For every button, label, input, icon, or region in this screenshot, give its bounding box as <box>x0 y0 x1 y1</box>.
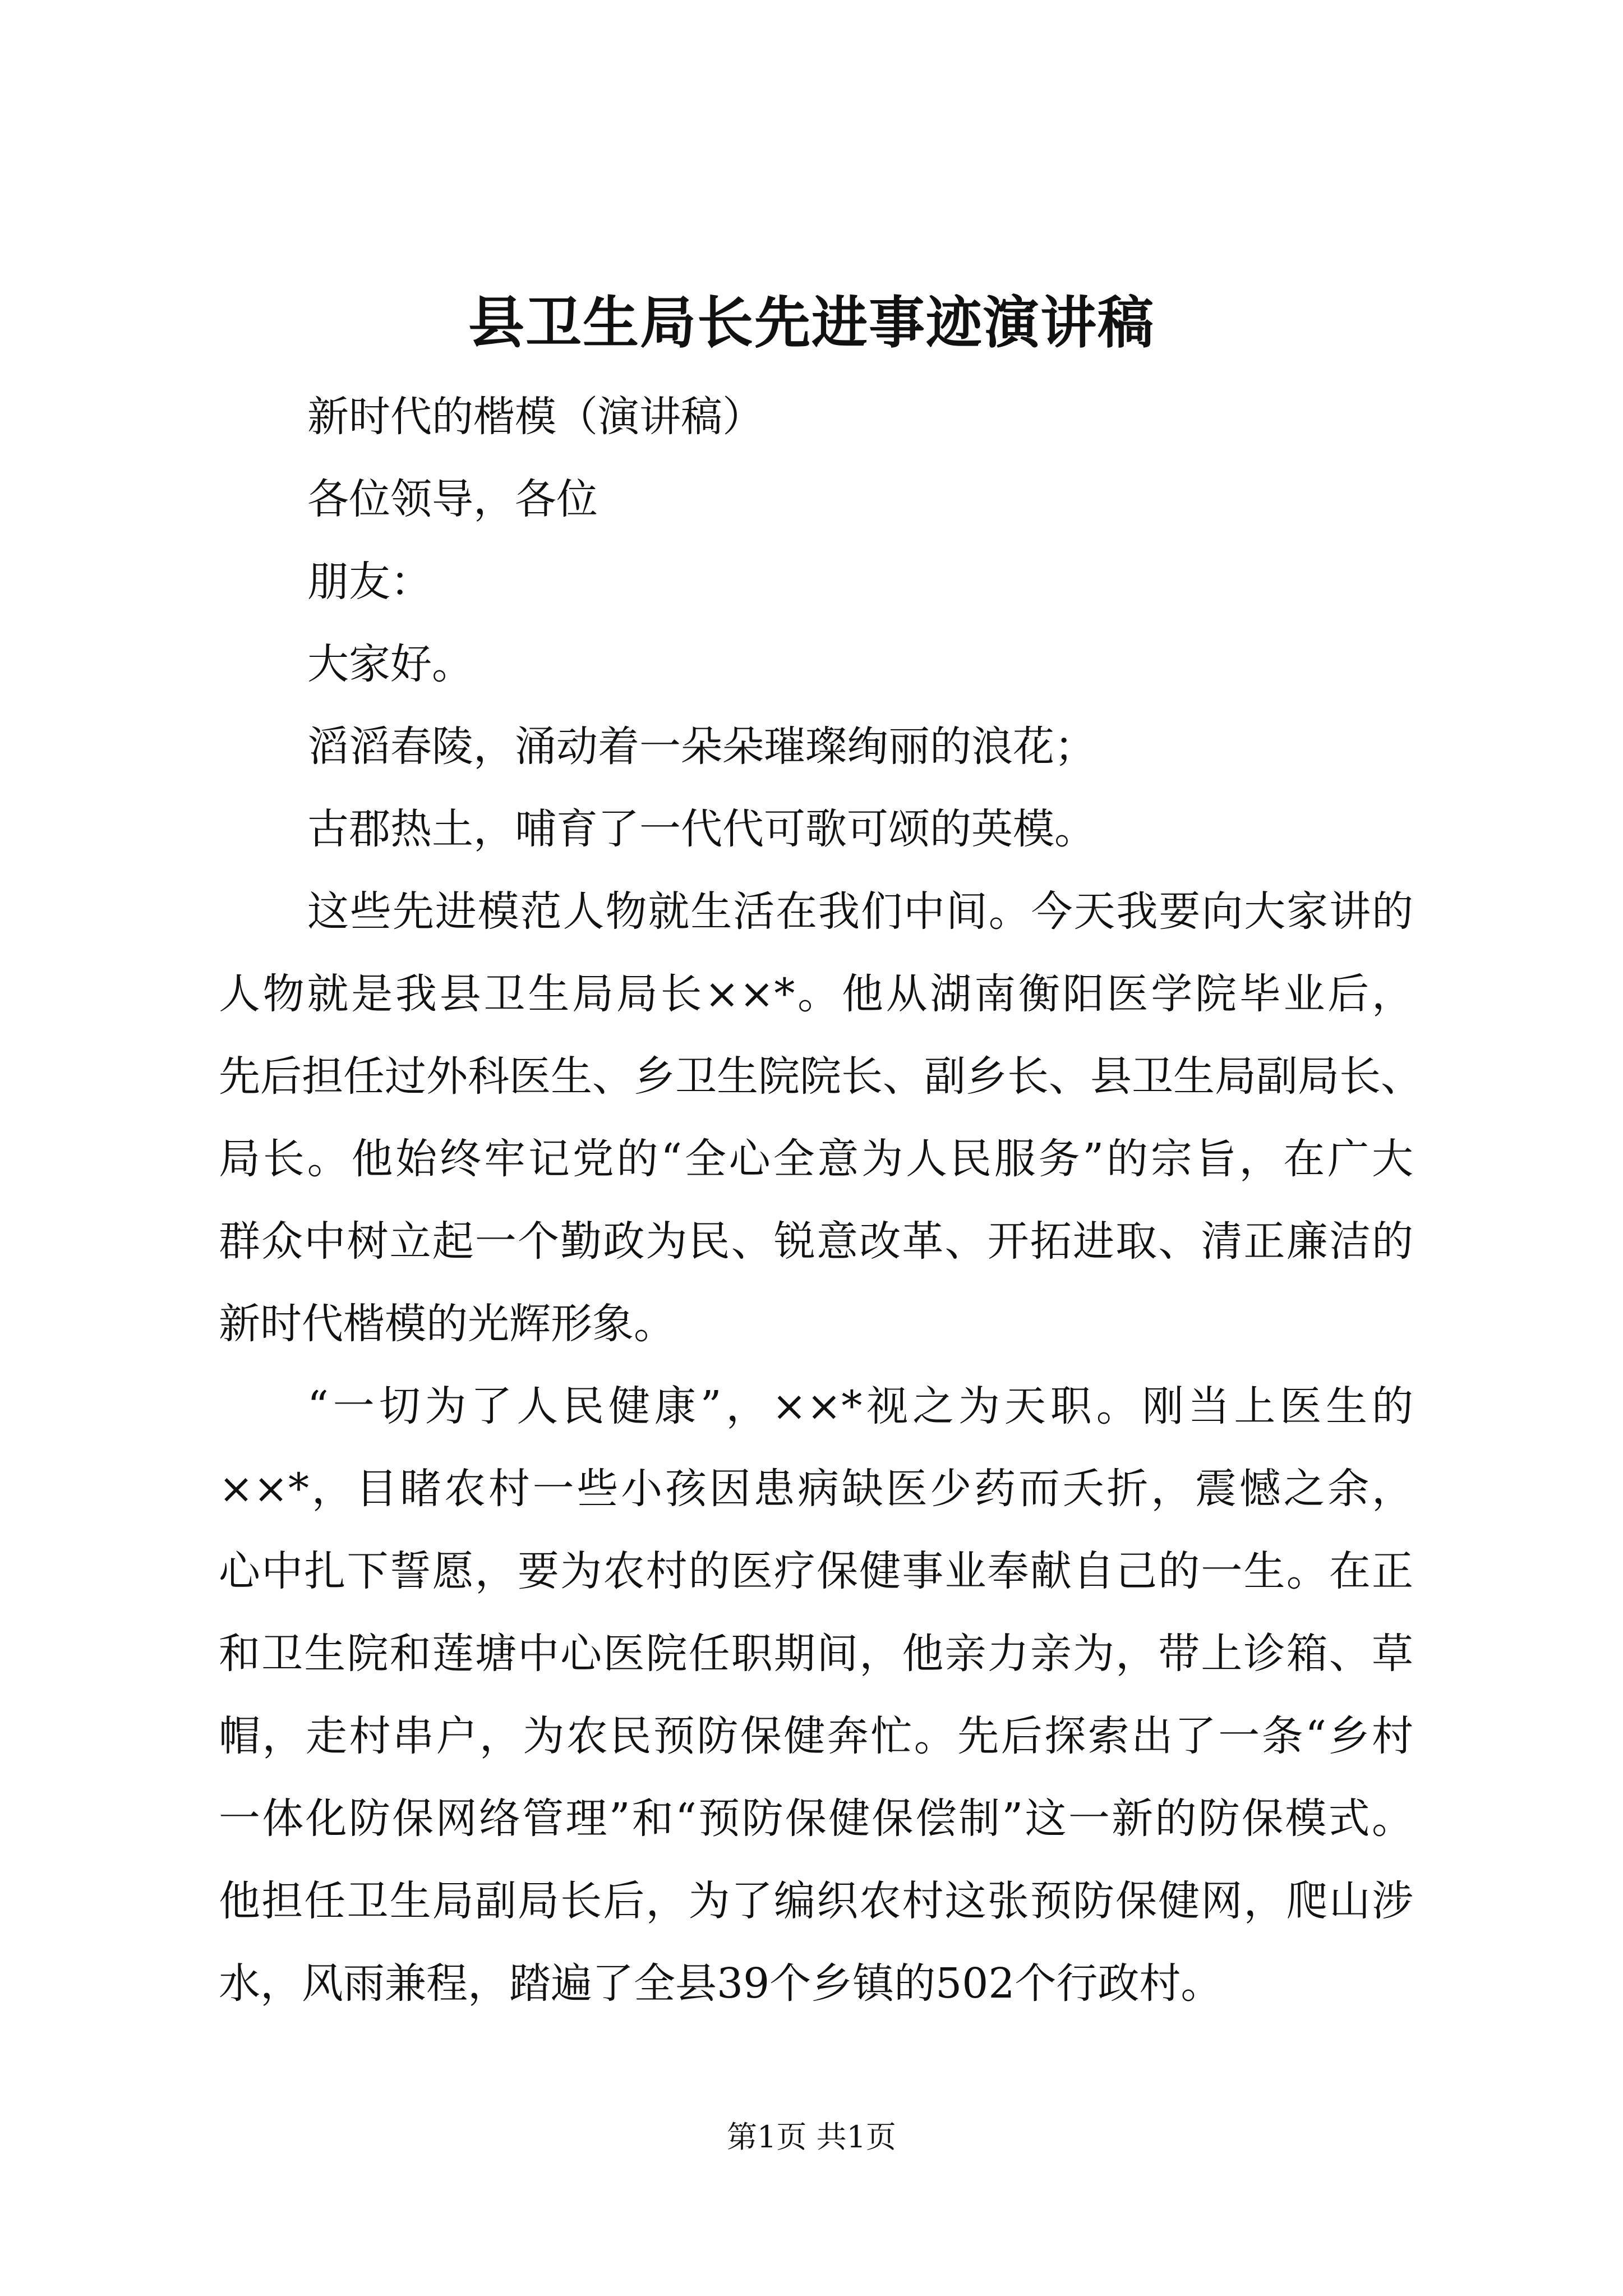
paragraph-line: 这些先进模范人物就生活在我们中间。今天我要向大家讲的 <box>307 887 1413 936</box>
paragraph-line: ××*，目睹农村一些小孩因患病缺医少药而夭折，震憾之余， <box>219 1465 1413 1513</box>
paragraph-line: 局长。他始终牢记党的“全心全意为人民服务”的宗旨，在广大 <box>219 1135 1413 1183</box>
paragraph-line: “一切为了人民健康”，××*视之为天职。刚当上医生的 <box>307 1382 1413 1430</box>
greeting-line: 朋友： <box>307 558 432 606</box>
paragraph-line: 和卫生院和莲塘中心医院任职期间，他亲力亲为，带上诊箱、草 <box>219 1630 1413 1678</box>
intro-line: 古郡热土，哺育了一代代可歌可颂的英模。 <box>307 805 1096 853</box>
paragraph-line: 帽，走村串户，为农民预防保健奔忙。先后探索出了一条“乡村 <box>219 1712 1413 1760</box>
paragraph-line: 人物就是我县卫生局局长××*。他从湖南衡阳医学院毕业后， <box>219 970 1413 1018</box>
paragraph-line: 他担任卫生局副局长后，为了编织农村这张预防保健网，爬山涉 <box>219 1877 1413 1925</box>
document-title: 县卫生局长先进事迹演讲稿 <box>468 289 1155 356</box>
paragraph-line: 群众中树立起一个勤政为民、锐意改革、开拓进取、清正廉洁的 <box>219 1217 1413 1266</box>
paragraph-line: 新时代楷模的光辉形象。 <box>219 1300 675 1348</box>
paragraph-line: 一体化防保网络管理”和“预防保健保偿制”这一新的防保模式。 <box>219 1795 1413 1843</box>
page-footer: 第1页 共1页 <box>727 2119 896 2155</box>
intro-line: 滔滔春陵，涌动着一朵朵璀璨绚丽的浪花； <box>307 723 1096 771</box>
paragraph-line: 心中扎下誓愿，要为农村的医疗保健事业奉献自己的一生。在正 <box>219 1547 1413 1595</box>
greeting-line: 大家好。 <box>307 640 473 688</box>
greeting-line: 各位领导，各位 <box>307 475 598 523</box>
paragraph-line: 水，风雨兼程，踏遍了全县39个乡镇的502个行政村。 <box>219 1959 1223 2008</box>
subtitle-line: 新时代的楷模（演讲稿） <box>307 393 764 441</box>
paragraph-line: 先后担任过外科医生、乡卫生院院长、副乡长、县卫生局副局长、 <box>219 1052 1422 1101</box>
